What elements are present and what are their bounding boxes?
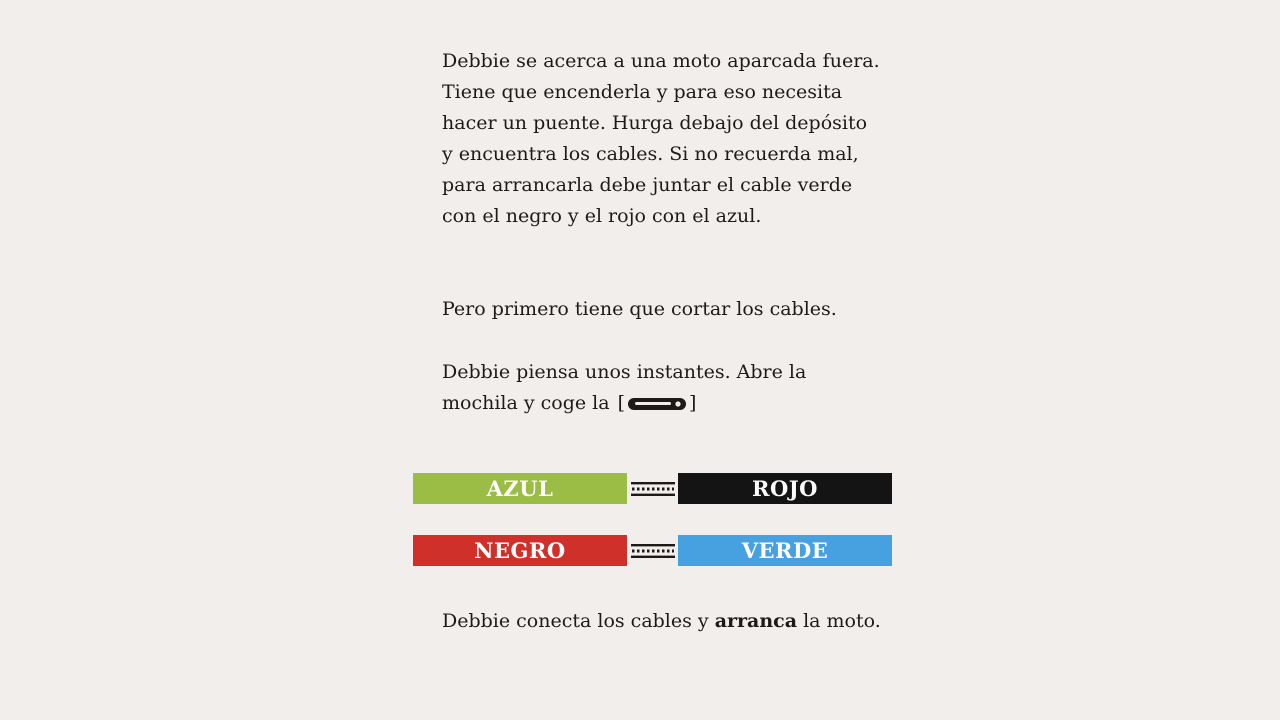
bracket-close: ] xyxy=(689,392,697,414)
story-paragraph-4-text: Debbie conecta los cables y xyxy=(442,610,709,632)
story-paragraph-3 xyxy=(442,357,882,419)
wire-connector-icon xyxy=(631,479,675,499)
story-paragraph-2: Pero primero tiene que cortar los cables. xyxy=(442,298,837,320)
story-paragraph-1: Debbie se acerca a una moto aparcada fuera. Tiene que encenderla y para eso necesita hacer un puente. Hurga debajo del depósito y encuentra los cables. Si no recuerda mal, para arrancarla debe juntar el cable verde con el negro y el rojo con el azul. xyxy=(442,50,880,227)
cable-bottom-right[interactable]: VERDE xyxy=(678,535,892,566)
story-paragraph-4 xyxy=(442,606,882,637)
story-paragraph-4-suffix: la moto. xyxy=(803,610,881,632)
story-keyword-arranca[interactable]: arranca xyxy=(714,610,798,632)
wire-connector-icon xyxy=(631,541,675,561)
pocket-knife-icon xyxy=(627,395,687,413)
bracket-open: [ xyxy=(617,392,626,414)
cable-top-right[interactable]: ROJO xyxy=(678,473,892,504)
cable-bottom-left[interactable]: NEGRO xyxy=(413,535,627,566)
item-slot[interactable] xyxy=(616,388,699,419)
story-paragraph-3-text: Debbie piensa unos instantes. Abre la mochila y coge la xyxy=(442,361,807,414)
cable-top-left[interactable]: AZUL xyxy=(413,473,627,504)
